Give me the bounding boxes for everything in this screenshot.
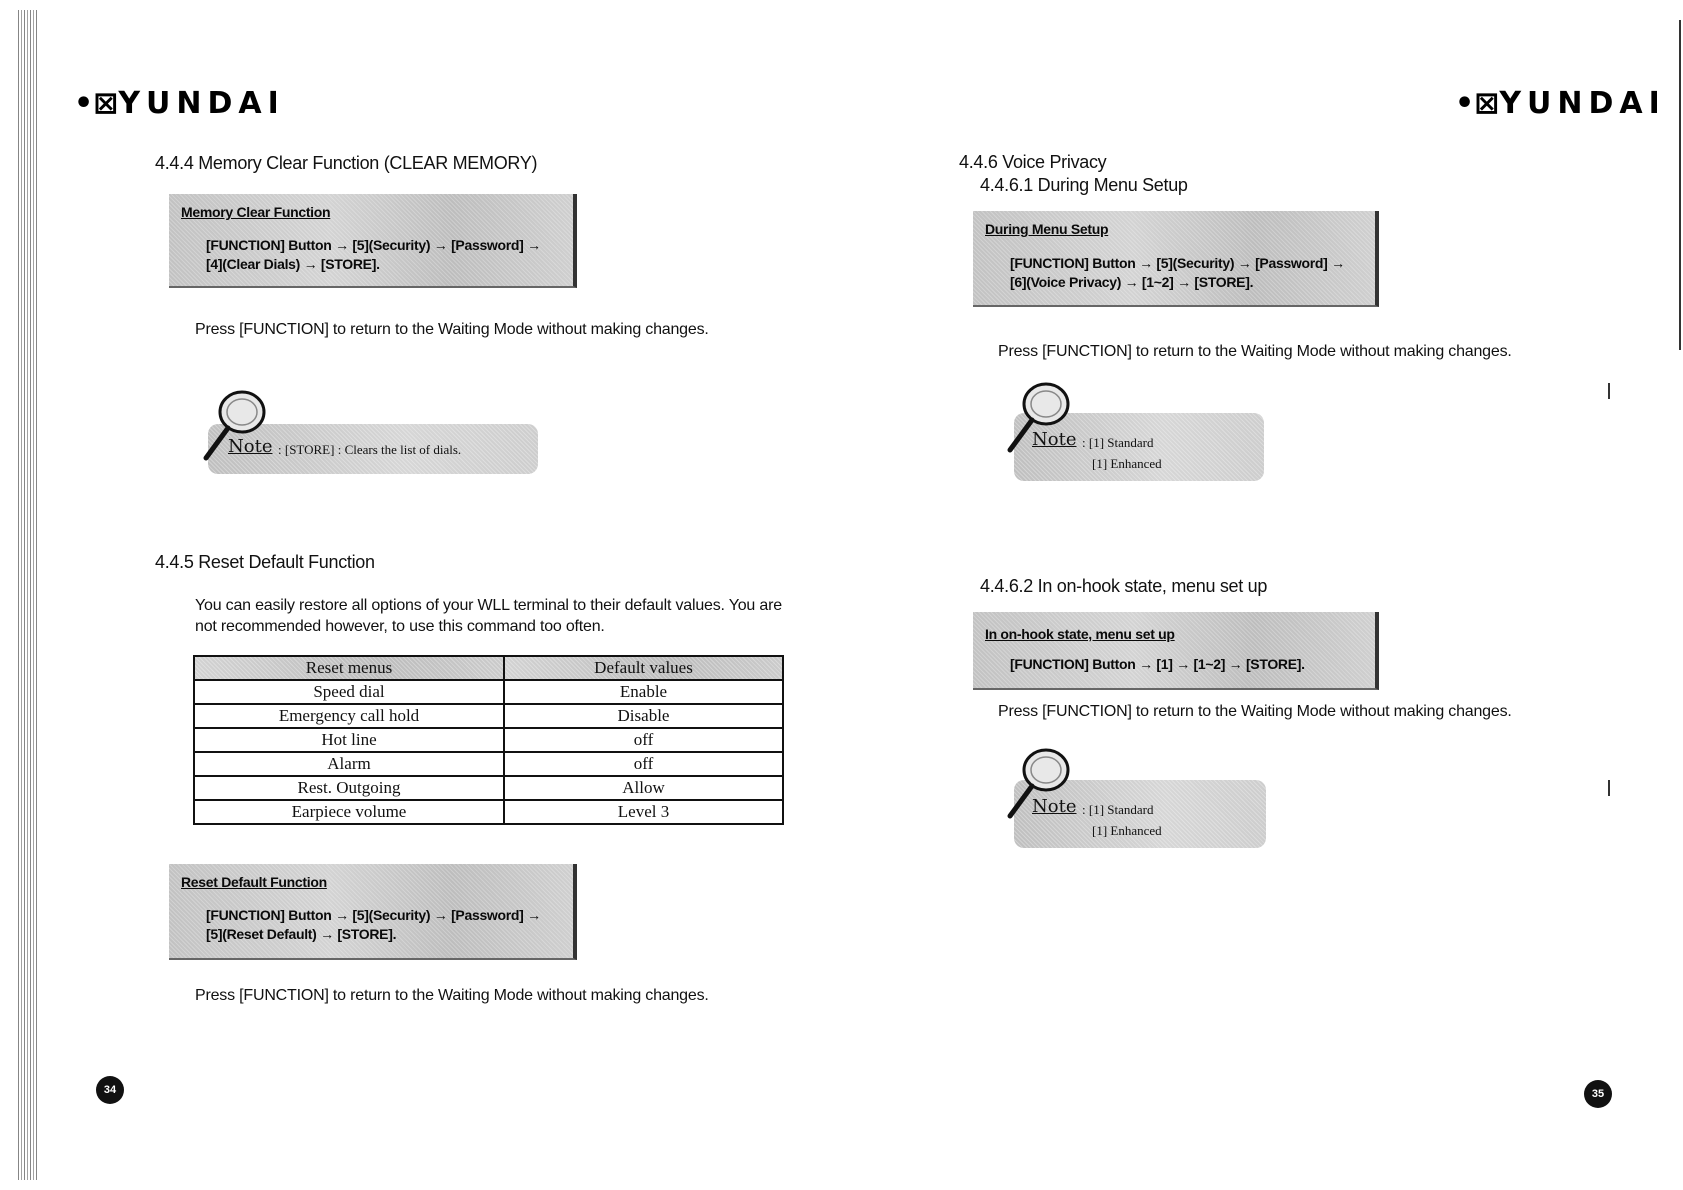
menu-box-title: In on-hook state, menu set up (985, 626, 1175, 642)
on-hook-menu-box (973, 612, 1379, 690)
table-cell: off (504, 728, 783, 752)
section-description: You can easily restore all options of your WLL terminal to their default values. You are (195, 597, 782, 614)
hyundai-logo-left (74, 86, 285, 121)
table-cell: Enable (504, 680, 783, 704)
note-text: [1] Enhanced (1092, 823, 1162, 838)
table-row (194, 704, 783, 728)
section-title-4-4-6-2: 4.4.6.2 In on-hook state, menu set up (980, 576, 1268, 596)
note-text: : [1] Standard (1082, 435, 1154, 450)
menu-box-path-line: [FUNCTION] Button → [5](Security) → [Password] → (206, 237, 541, 253)
menu-box-path-line: [6](Voice Privacy) → [1~2] → [STORE]. (1010, 274, 1254, 290)
page-edge-line (1679, 20, 1681, 350)
note-label: Note (228, 436, 273, 457)
note-label: Note (1032, 429, 1077, 450)
section-title-4-4-4: 4.4.4 Memory Clear Function (CLEAR MEMORY) (155, 153, 538, 173)
return-instruction: Press [FUNCTION] to return to the Waiting Mode without making changes. (195, 987, 709, 1004)
hyundai-logo-right (1455, 86, 1666, 121)
table-cell: Alarm (194, 752, 504, 776)
table-cell: Level 3 (504, 800, 783, 824)
table-cell: Hot line (194, 728, 504, 752)
table-row (194, 728, 783, 752)
return-instruction: Press [FUNCTION] to return to the Waiting Mode without making changes. (998, 343, 1512, 360)
menu-box-path-line: [5](Reset Default) → [STORE]. (206, 926, 397, 942)
menu-box-title: Memory Clear Function (181, 204, 331, 220)
note-text: [1] Enhanced (1092, 456, 1162, 471)
table-cell: off (504, 752, 783, 776)
menu-box-title: During Menu Setup (985, 221, 1109, 237)
reset-default-menu-box (169, 864, 577, 960)
magnifier-icon (200, 388, 273, 464)
return-instruction: Press [FUNCTION] to return to the Waiting Mode without making changes. (998, 703, 1512, 720)
memory-clear-menu-box (169, 194, 577, 288)
section-title-4-4-6: 4.4.6 Voice Privacy (959, 152, 1107, 172)
menu-box-path-line: [FUNCTION] Button → [1] → [1~2] → [STORE]. (1010, 656, 1305, 672)
section-description: not recommended however, to use this command too often. (195, 618, 605, 635)
table-row (194, 680, 783, 704)
hyundai-logo-text: YUNDAI (118, 86, 285, 121)
table-row (194, 776, 783, 800)
section-title-4-4-6-1: 4.4.6.1 During Menu Setup (980, 175, 1188, 195)
table-row (194, 800, 783, 824)
table-cell: Rest. Outgoing (194, 776, 504, 800)
note-label: Note (1032, 796, 1077, 817)
return-instruction: Press [FUNCTION] to return to the Waiting Mode without making changes. (195, 321, 709, 338)
page-number-right: 35 (1584, 1080, 1612, 1108)
table-cell: Allow (504, 776, 783, 800)
page-number-left: 34 (96, 1076, 124, 1104)
margin-mark (1608, 780, 1610, 796)
note-text: : [STORE] : Clears the list of dials. (278, 442, 462, 457)
hyundai-logo-mark: •⊠ (74, 86, 119, 121)
table-cell: Disable (504, 704, 783, 728)
table-header: Default values (504, 656, 783, 680)
table-cell: Earpiece volume (194, 800, 504, 824)
hyundai-logo-mark: •⊠ (1455, 86, 1500, 121)
table-row (194, 752, 783, 776)
magnifier-icon (1004, 746, 1077, 822)
reset-defaults-table (193, 655, 784, 825)
menu-box-path-line: [FUNCTION] Button → [5](Security) → [Password] → (206, 907, 541, 923)
menu-box-path-line: [4](Clear Dials) → [STORE]. (206, 256, 380, 272)
binding-edge (18, 10, 38, 1180)
margin-mark (1608, 383, 1610, 399)
menu-box-path-line: [FUNCTION] Button → [5](Security) → [Password] → (1010, 255, 1345, 271)
table-cell: Speed dial (194, 680, 504, 704)
hyundai-logo-text: YUNDAI (1499, 86, 1666, 121)
note-text: : [1] Standard (1082, 802, 1154, 817)
magnifier-icon (1004, 380, 1077, 456)
during-menu-setup-box (973, 211, 1379, 307)
menu-box-title: Reset Default Function (181, 874, 327, 890)
table-cell: Emergency call hold (194, 704, 504, 728)
section-title-4-4-5: 4.4.5 Reset Default Function (155, 552, 375, 572)
table-header-row (194, 656, 783, 680)
table-header: Reset menus (194, 656, 504, 680)
